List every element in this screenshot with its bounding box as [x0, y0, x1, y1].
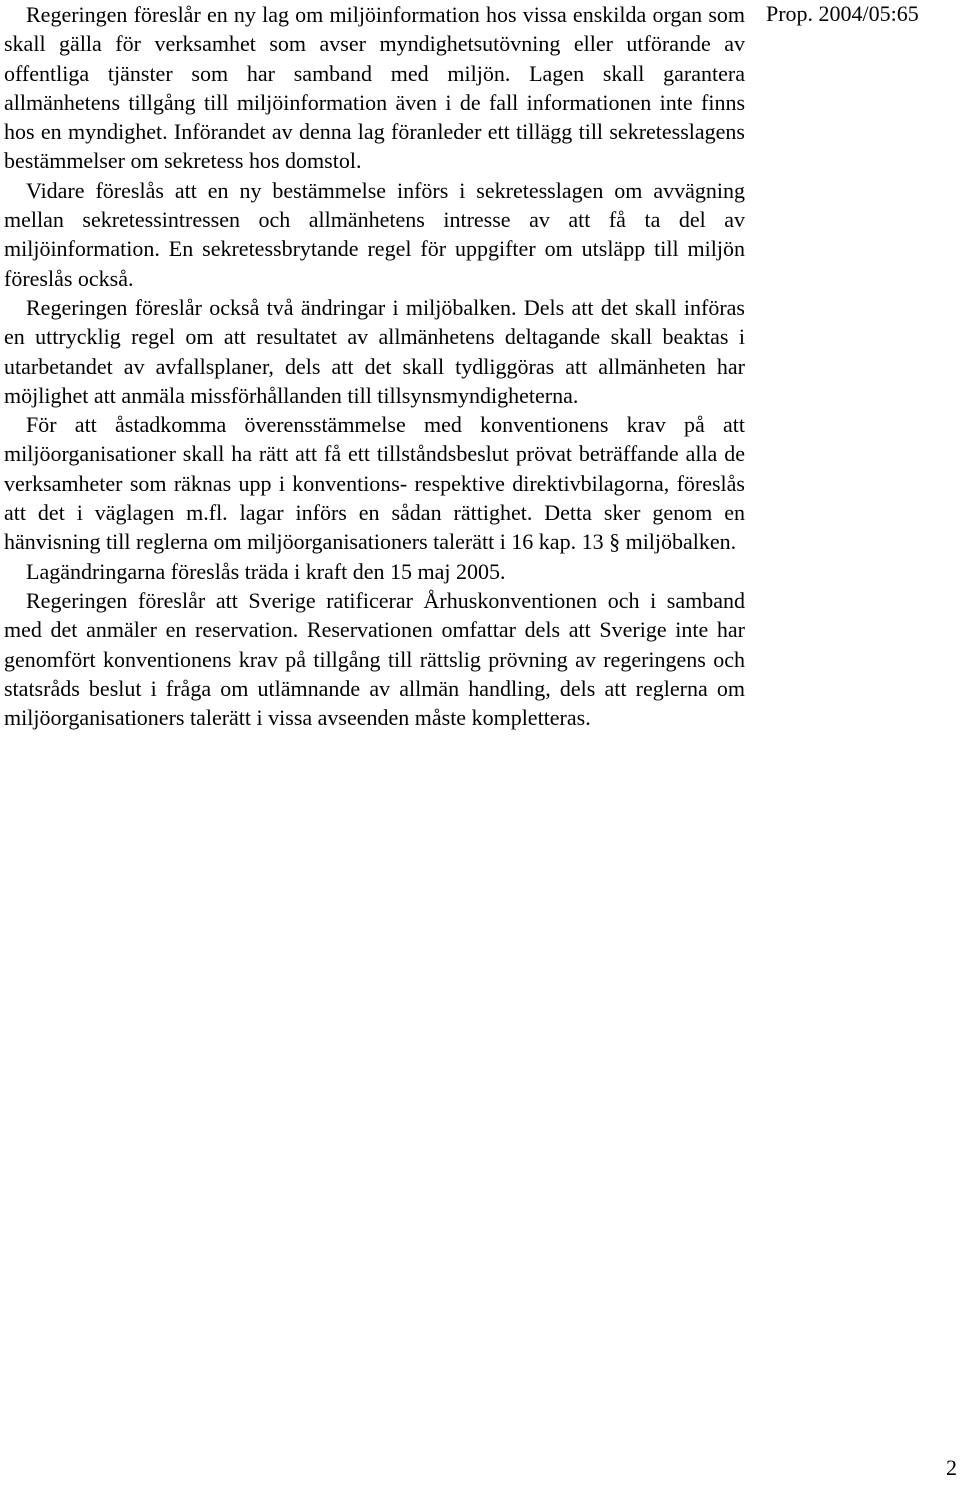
paragraph-secrecy-balancing: Vidare föreslås att en ny bestämmelse införs i sekretesslagen om avvägning mellan sekretessintressen och allmänhetens intresse av att få ta del av miljöinformation. En sekretessbrytande regel för uppgifter om utsläpp till miljön föreslås också.: [4, 177, 745, 291]
paragraph-entry-into-force: Lagändringarna föreslås träda i kraft den 15 maj 2005.: [26, 558, 506, 584]
paragraph-environmental-code: Regeringen föreslår också två ändringar i miljöbalken. Dels att det skall införas en uttrycklig regel om att resultatet av allmänhetens deltagande skall beaktas i utarbetandet av avfallsplaner, dels att det skall tydliggöras att allmänheten har möjlighet att anmäla missförhållanden till tillsynsmyndigheterna.: [4, 294, 745, 408]
summary-body: [4, 0, 745, 732]
paragraph-organisations-rights: För att åstadkomma överensstämmelse med konventionens krav på att miljöorganisationer skall ha rätt att få ett tillståndsbeslut prövat beträffande alla de verksamheter som räknas upp i konventions- respektive direktivbilagorna, föreslås att det i väglagen m.fl. lagar införs en sådan rättighet. Detta sker genom en hänvisning till reglerna om miljöorganisationers talerätt i 16 kap. 13 § miljöbalken.: [4, 412, 745, 555]
page-number: 2: [946, 1455, 957, 1480]
paragraph-ratification: Regeringen föreslår att Sverige ratificerar Århuskonventionen och i samband med det anmäler en reservation. Reservationen omfattar dels att Sverige inte har genomfört konventionens krav på tillgång till rättslig prövning av regeringens och statsråds beslut i fråga om utlämnande av allmän handling, dels att reglerna om miljöorganisationers talerätt i vissa avseenden måste kompletteras.: [4, 587, 745, 731]
paragraph-new-law: Regeringen föreslår en ny lag om miljöinformation hos vissa enskilda organ som skall gälla för verksamhet som avser myndighetsutövning eller utförande av offentliga tjänster som har samband med miljön. Lagen skall garantera allmänhetens tillgång till miljöinformation även i de fall informationen inte finns hos en myndighet. Införandet av denna lag föranleder ett tillägg till sekretesslagens bestämmelser om sekretess hos domstol.: [4, 2, 745, 174]
proposition-reference: Prop. 2004/05:65: [766, 1, 919, 26]
